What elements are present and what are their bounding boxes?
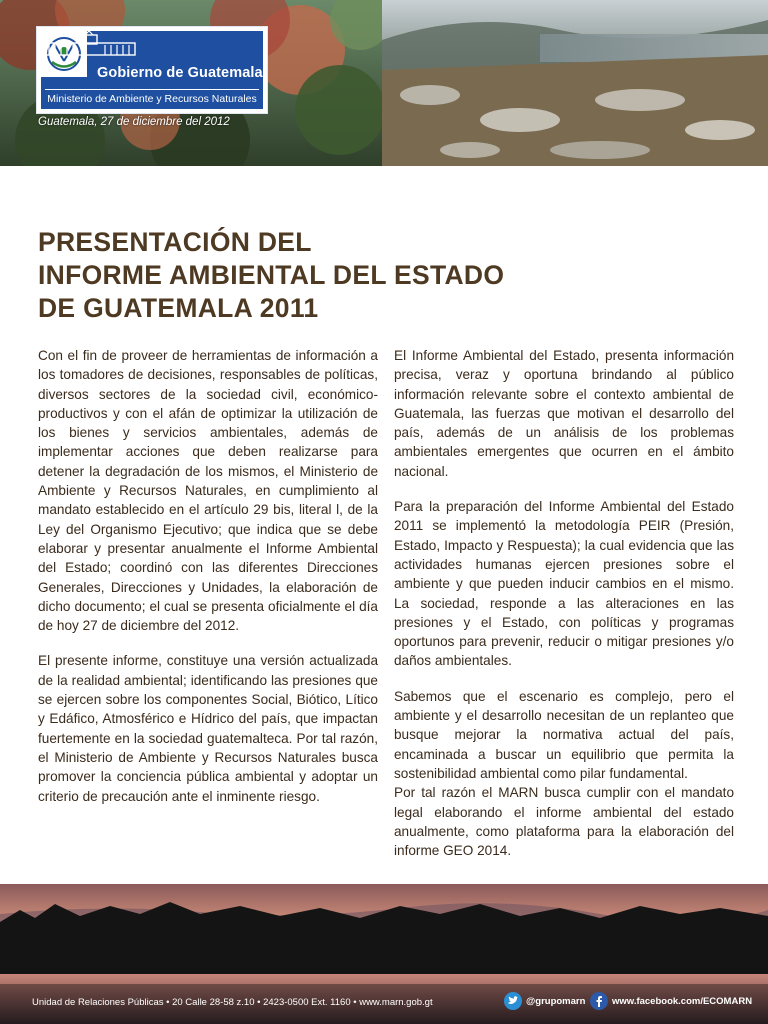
palace-icon <box>41 31 137 57</box>
left-paragraph-1: Con el fin de proveer de herramientas de información a los tomadores de decisiones, responsables de políticas, diversos sectores de la sociedad civil, económico-productivos y con el afán de optimizar la utilización de los bienes y servicios ambientales, además de implementar acciones que deben realizarse para detener la degradación de los mismos, el Ministerio de Ambiente y Recursos Naturales, en cumplimiento al mandato establecido en el artículo 29 bis, literal l, de la Ley del Organismo Ejecutivo; que indica que se debe elaborar y presentar anualmente el Informe Ambiental del Estado; coordinó con las diferentes Direcciones Generales, Direcciones y Unidades, la elaboración de dicho documento; el cual se presenta oficialmente el día de hoy 27 de diciembre del 2012. <box>38 348 378 634</box>
facebook-url: www.facebook.com/ECOMARN <box>612 995 753 1007</box>
body-column-left <box>38 346 378 822</box>
twitter-icon <box>504 992 522 1010</box>
footer-banner <box>0 884 768 1024</box>
facebook-link[interactable] <box>590 992 752 1010</box>
government-name: Gobierno de Guatemala <box>97 65 263 81</box>
title-line-3: DE GUATEMALA 2011 <box>38 293 319 323</box>
title-line-2: INFORME AMBIENTAL DEL ESTADO <box>38 260 505 290</box>
body-column-right <box>394 346 734 876</box>
facebook-icon <box>590 992 608 1010</box>
publication-date: Guatemala, 27 de diciembre del 2012 <box>38 116 230 128</box>
title-line-1: PRESENTACIÓN DEL <box>38 227 312 257</box>
header-banner <box>0 0 768 166</box>
footer-contact-info: Unidad de Relaciones Públicas • 20 Calle 28-58 z.10 • 2423-0500 Ext. 1160 • www.marn.gob.gt <box>32 997 433 1008</box>
right-paragraph-4: Por tal razón el MARN busca cumplir con el mandato legal elaborando el informe ambiental del estado anualmente, como plataforma para la elaboración del informe GEO 2014. <box>394 785 734 859</box>
ministry-name: Ministerio de Ambiente y Recursos Naturales <box>47 93 257 105</box>
page-title <box>38 226 598 325</box>
twitter-handle: @grupomarn <box>526 995 586 1007</box>
right-paragraph-1: El Informe Ambiental del Estado, presenta información precisa, veraz y oportuna brindando al público información relevante sobre el contexto ambiental de Guatemala, las fuerzas que motivan el desarrollo del país, además de un análisis de los problemas ambientales emergentes que ocurren en el ámbito nacional. <box>394 348 734 479</box>
left-paragraph-2: El presente informe, constituye una versión actualizada de la realidad ambiental; identificando las presiones que se ejercen sobre los componentes Social, Biótico, Lítico y Edáfico, Atmosférico e Hídrico del país, que impactan fuertemente en la sociedad guatemalteca. Por tal razón, el Ministerio de Ambiente y Recursos Naturales busca promover la conciencia pública ambiental y adoptar un criterio de precaución ante el inminente riesgo. <box>38 653 378 804</box>
government-logo <box>36 26 268 114</box>
twitter-link[interactable] <box>504 992 585 1010</box>
right-paragraph-2: Para la preparación del Informe Ambiental del Estado 2011 se implementó la metodología PEIR (Presión, Estado, Impacto y Respuesta); la cual evidencia que las actividades humanas ejercen presiones sobre el ambiente y que pueden inducir cambios en el mismo. La sociedad, responde a las alteraciones en las presiones y el Estado, con políticas y programas oportunos para prevenir, reducir o mitigar presiones y/o daños ambientales. <box>394 499 734 669</box>
right-paragraph-3: Sabemos que el escenario es complejo, pero el ambiente y el desarrollo necesitan de un replanteo que busque mejorar la normativa actual del país, encaminada a buscar un equilibrio que permita la sostenibilidad ambiental como pilar fundamental. <box>394 688 734 781</box>
logo-divider <box>45 89 259 90</box>
